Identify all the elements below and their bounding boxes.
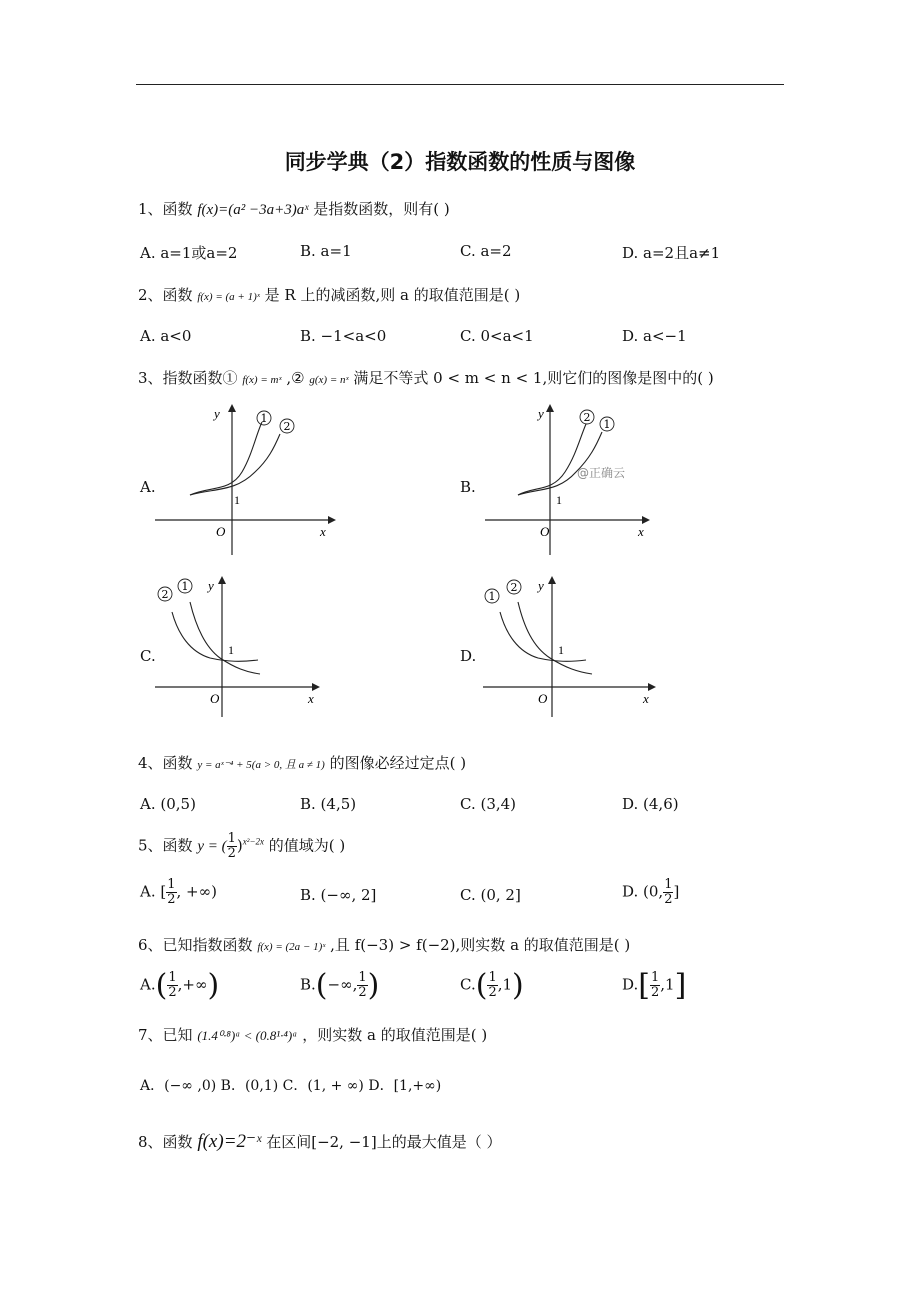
option-head: −∞, — [327, 975, 358, 994]
q4-option-b[interactable]: B. (4,5) — [300, 795, 357, 813]
q2-option-a[interactable]: A. a<0 — [140, 327, 192, 345]
q1-option-b[interactable]: B. a=1 — [300, 242, 352, 260]
x-label: x — [308, 691, 314, 706]
left-paren-icon: ( — [315, 968, 328, 1003]
question-6 — [138, 934, 630, 955]
numerator: 1 — [168, 970, 177, 985]
q2-option-c[interactable]: C. 0<a<1 — [460, 327, 534, 345]
q1-option-d[interactable]: D. a=2且a≠1 — [622, 244, 721, 262]
numerator: 1 — [227, 831, 236, 846]
y-label: y — [538, 406, 544, 421]
numerator: 1 — [167, 877, 176, 892]
left-paren-icon: ( — [155, 968, 168, 1003]
graph-d[interactable] — [478, 572, 668, 722]
q6-option-b[interactable] — [300, 968, 379, 1003]
numerator: 1 — [650, 970, 660, 985]
q6-formula: f(x) = (2a − 1)ˣ — [257, 941, 326, 953]
q5-fraction — [227, 832, 237, 861]
x-arrow-icon — [642, 516, 650, 524]
option-tail: ,1 — [497, 975, 513, 994]
q4-option-c[interactable]: C. (3,4) — [460, 795, 517, 813]
q2-stem-tail: 是 R 上的减函数,则 a 的取值范围是( ) — [264, 286, 521, 304]
header-rule — [136, 84, 784, 85]
curve-1 — [500, 612, 586, 661]
left-bracket-icon: [ — [638, 968, 650, 1003]
fraction — [357, 971, 367, 1000]
question-5: 5、函数 y = ( $\frac{1}{2}$ )$^{x^2-2x}$ 的值域为( ) — [138, 831, 346, 861]
option-tail: ,+∞ — [177, 975, 208, 994]
graph-b-label[interactable]: B. — [460, 478, 476, 496]
one-label: 1 — [556, 493, 562, 507]
q8-stem-tail: 上的最大值是（ ） — [376, 1133, 502, 1151]
q6-option-d[interactable] — [622, 968, 686, 1003]
curve-1-num: 2 — [161, 588, 169, 601]
q3-mid: ,② — [286, 369, 305, 387]
denominator: 2 — [650, 985, 660, 1000]
x-arrow-icon — [648, 683, 656, 691]
curve-1-num: 1 — [488, 590, 496, 603]
q1-option-c[interactable]: C. a=2 — [460, 242, 512, 260]
q4-stem: 4、函数 — [138, 754, 193, 772]
denominator: 2 — [167, 892, 176, 907]
q6-stem: 6、已知指数函数 — [138, 936, 253, 954]
fraction — [166, 878, 176, 907]
option-tail: ] — [673, 882, 680, 901]
curve-1 — [190, 422, 262, 495]
origin-label: O — [210, 691, 220, 706]
question-7 — [138, 1024, 487, 1045]
denominator: 2 — [168, 985, 177, 1000]
denominator: 2 — [664, 892, 673, 907]
question-8 — [138, 1130, 501, 1153]
q7-stem: 7、已知 — [138, 1026, 193, 1044]
curve-1-num: 2 — [583, 411, 591, 424]
denominator: 2 — [227, 846, 236, 861]
q8-stem-mid: 在区间 — [266, 1133, 312, 1151]
right-paren-icon: ) — [367, 968, 380, 1003]
numerator: 1 — [664, 877, 673, 892]
origin-label: O — [540, 524, 550, 539]
q1-stem: 1、函数 — [138, 200, 193, 218]
q6-option-c[interactable] — [460, 968, 524, 1003]
fraction — [487, 971, 497, 1000]
q2-formula: f(x) = (a + 1)ˣ — [197, 291, 260, 303]
question-3 — [138, 367, 714, 388]
question-2 — [138, 284, 520, 305]
q1-stem-tail: 是指数函数，则有( ) — [313, 200, 450, 218]
q4-option-d[interactable]: D. (4,6) — [622, 795, 679, 813]
q6-option-a[interactable] — [140, 968, 219, 1003]
fraction — [663, 878, 673, 907]
question-1 — [138, 198, 450, 219]
q1-option-a[interactable]: A. a=1或a=2 — [140, 244, 238, 262]
q6-stem-tail: ,且 f(−3) > f(−2),则实数 a 的取值范围是( ) — [330, 936, 631, 954]
watermark: @正确云 — [577, 466, 626, 480]
question-4 — [138, 752, 466, 773]
x-label: x — [320, 524, 326, 539]
curve-2-num: 2 — [510, 581, 518, 594]
y-label: y — [208, 578, 214, 593]
origin-label: O — [216, 524, 226, 539]
curve-2 — [190, 434, 280, 495]
q7-formula: (1.4⁰·⁸)ᵃ < (0.8¹·⁴)ᵃ — [197, 1028, 298, 1043]
one-label: 1 — [234, 493, 240, 507]
q3-stem-tail: 满足不等式 0 < m < n < 1,则它们的图像是图中的( ) — [353, 369, 714, 387]
one-label: 1 — [228, 643, 234, 657]
left-paren-icon: ( — [475, 968, 488, 1003]
q3-formula-2: g(x) = nˣ — [309, 374, 349, 386]
y-label: y — [538, 578, 544, 593]
q5-option-c[interactable]: C. (0, 2] — [460, 886, 521, 904]
numerator: 1 — [488, 970, 497, 985]
q2-option-b[interactable]: B. −1<a<0 — [300, 327, 387, 345]
x-label: x — [638, 524, 644, 539]
option-tail: , +∞) — [176, 882, 217, 901]
denominator: 2 — [488, 985, 497, 1000]
curve-2-num: 1 — [603, 418, 611, 431]
curve-2-num: 1 — [181, 580, 189, 593]
page-title: 同步学典（2）指数函数的性质与图像 — [284, 150, 636, 174]
y-arrow-icon — [218, 576, 226, 584]
one-label: 1 — [558, 643, 564, 657]
q5-stem-tail: 的值域为( ) — [268, 836, 346, 855]
curve-1-num: 1 — [260, 412, 268, 425]
denominator: 2 — [358, 985, 367, 1000]
curve-2 — [518, 602, 592, 674]
numerator: 1 — [358, 970, 367, 985]
q4-option-a[interactable]: A. (0,5) — [140, 795, 196, 813]
graph-a[interactable] — [150, 400, 340, 560]
right-bracket-icon: ] — [674, 968, 687, 1003]
q5-exponent: x²−2x — [242, 836, 265, 847]
graph-b[interactable] — [480, 400, 670, 560]
q8-stem: 8、函数 — [138, 1133, 193, 1151]
graph-d-label[interactable]: D. — [460, 647, 477, 665]
graph-a-label[interactable]: A. — [140, 478, 156, 496]
q5-option-d[interactable] — [622, 878, 679, 907]
q2-option-d[interactable]: D. a<−1 — [622, 327, 687, 345]
x-arrow-icon — [328, 516, 336, 524]
fraction — [167, 971, 177, 1000]
option-letter: A. — [140, 882, 156, 901]
q3-stem: 3、指数函数① — [138, 369, 238, 387]
q7-options[interactable]: A．(−∞ ,0) B．(0,1) C．(1, + ∞) D．[1,+∞) — [140, 1078, 442, 1094]
y-arrow-icon — [228, 404, 236, 412]
y-arrow-icon — [546, 404, 554, 412]
q7-stem-tail: ，则实数 a 的取值范围是( ) — [302, 1026, 488, 1044]
right-paren-icon: ) — [512, 968, 524, 1003]
graph-c-label[interactable]: C. — [140, 647, 156, 665]
option-letter: A. — [140, 975, 156, 994]
fraction — [650, 971, 660, 1000]
option-letter: B. — [300, 975, 316, 994]
q5-option-b[interactable]: B. (−∞, 2] — [300, 886, 377, 904]
curve-2-num: 2 — [283, 420, 291, 433]
curve-2 — [190, 602, 260, 674]
q3-formula-1: f(x) = mˣ — [242, 374, 282, 386]
q2-stem: 2、函数 — [138, 286, 193, 304]
y-label: y — [214, 406, 220, 421]
origin-label: O — [538, 691, 548, 706]
graph-c[interactable] — [150, 572, 340, 722]
option-letter: C. — [460, 975, 476, 994]
q5-option-a[interactable]: A. [ $\frac{1}{2}$ , +∞) — [140, 877, 217, 907]
right-paren-icon: ) — [207, 968, 220, 1003]
option-text: D. (0, — [622, 882, 664, 901]
q8-interval: [−2, −1] — [311, 1133, 377, 1151]
q4-stem-tail: 的图像必经过定点( ) — [329, 754, 467, 772]
q1-formula: f(x)=(a² −3a+3)aˣ — [197, 202, 309, 218]
curve-1 — [518, 424, 586, 495]
q5-stem: 5、函数 — [138, 836, 193, 855]
q4-formula: y = aˣ⁻⁴ + 5(a > 0, 且 a ≠ 1) — [197, 759, 325, 771]
option-letter: D. — [622, 975, 639, 994]
q8-formula: f(x)=2⁻ˣ — [197, 1131, 262, 1152]
x-arrow-icon — [312, 683, 320, 691]
y-arrow-icon — [548, 576, 556, 584]
x-label: x — [643, 691, 649, 706]
q5-y: y = ( — [197, 838, 227, 855]
option-tail: ,1 — [660, 975, 675, 994]
